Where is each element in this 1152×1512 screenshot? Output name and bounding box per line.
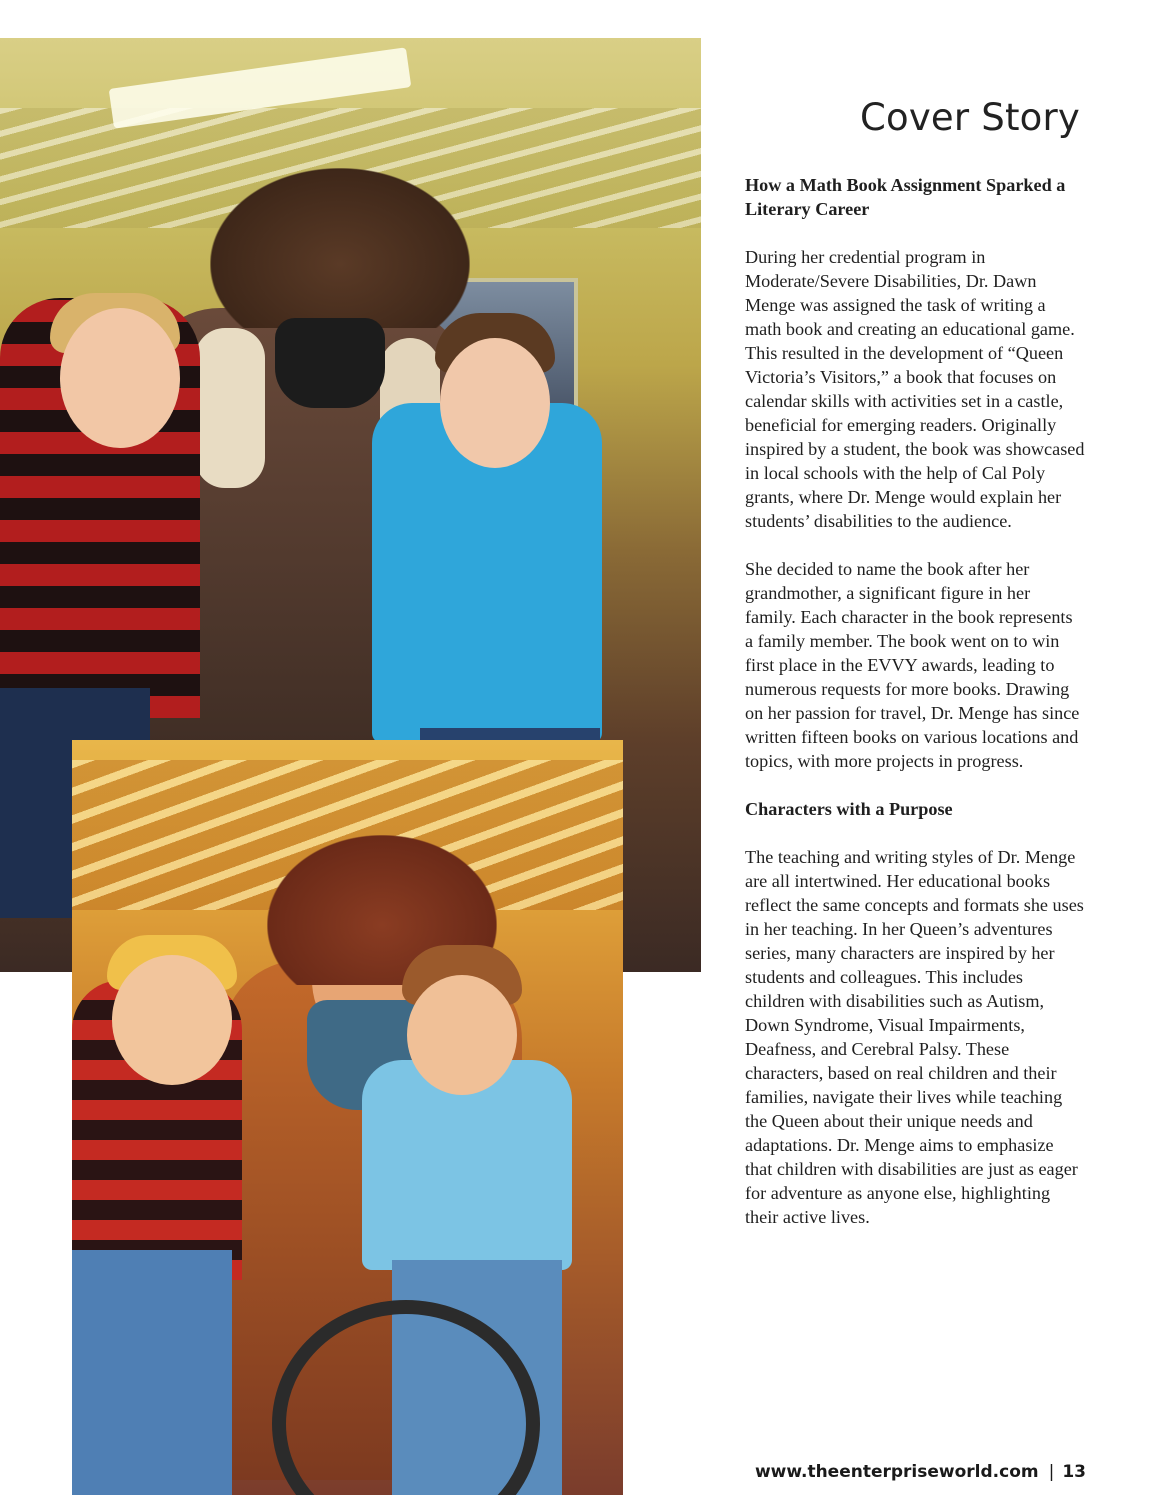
article-body [745,173,1085,1253]
watercolor-painting [72,740,623,1495]
painted-face-right [407,975,517,1095]
man-hat [210,168,470,328]
boy-face-right [440,338,550,468]
boy-face-left [60,308,180,448]
article-paragraph-3: The teaching and writing styles of Dr. Menge are all intertwined. Her educational books reflect the same concepts and formats she uses in her teaching. In her Queen’s adventures series, many characters are inspired by her students and colleagues. This includes children with disabilities such as Autism, Down Syndrome, Visual Impairments, Deafness, and Cerebral Palsy. These characters, based on real children and their families, navigate their lives while teaching the Queen about their unique needs and adaptations. Dr. Menge aims to emphasize that children with disabilities are just as eager for adventure as anyone else, highlighting their active lives. [745,847,1084,1227]
painted-jeans-left [72,1250,232,1495]
article-heading-2: Characters with a Purpose [745,799,953,819]
page-footer [746,1462,1086,1482]
article-heading-1: How a Math Book Assignment Sparked a Literary Career [745,175,1066,219]
website-link[interactable]: www.theenterpriseworld.com [754,1462,1039,1482]
coat-collar-left [195,328,265,488]
section-title: Cover Story [859,96,1080,139]
painted-face-left [112,955,232,1085]
face-mask [275,318,385,408]
footer-separator: | [1048,1462,1055,1482]
page-number: 13 [1062,1462,1086,1482]
article-paragraph-2: She decided to name the book after her grandmother, a significant figure in her family. Each character in the book represents a family member. The book went on to win first place in the EVVY awards, leading to numerous requests for more books. Drawing on her passion for travel, Dr. Menge has since written fifteen books on various locations and topics, with more projects in progress. [745,559,1080,771]
article-paragraph-1: During her credential program in Moderate/Severe Disabilities, Dr. Dawn Menge was assigned the task of writing a math book and creating an educational game. This resulted in the development of “Queen Victoria’s Visitors,” a book that focuses on calendar skills with activities set in a castle, beneficial for emerging readers. Originally inspired by a student, the book was showcased in local schools with the help of Cal Poly grants, where Dr. Menge would explain her students’ disabilities to the audience. [745,247,1085,531]
